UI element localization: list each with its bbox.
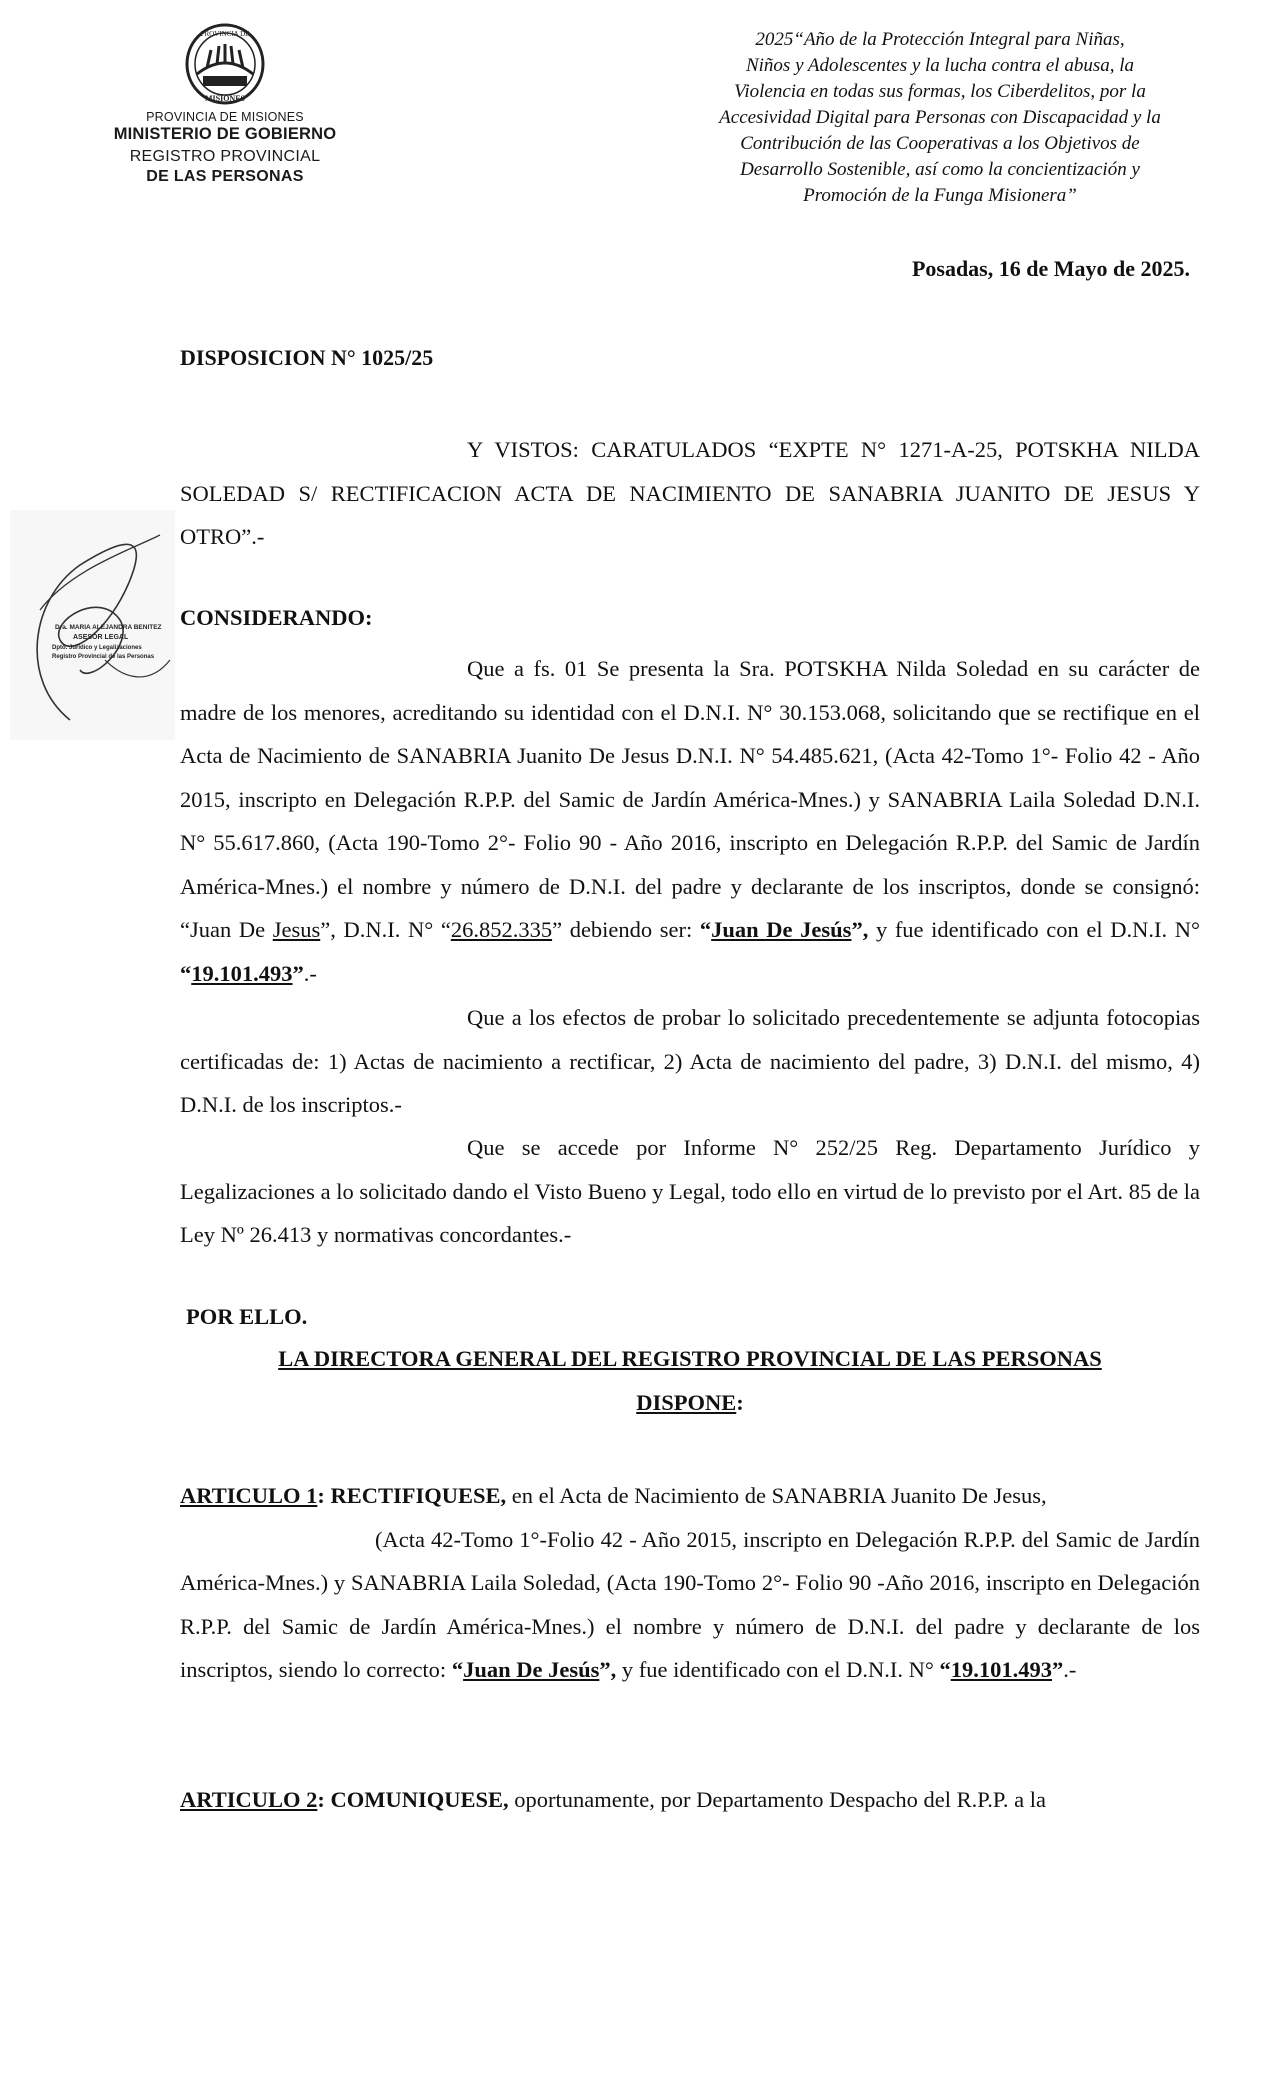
p1-text-b: ”, D.N.I. N° “ xyxy=(320,917,451,942)
p1-text-d: y fue identificado con el D.N.I. N° xyxy=(868,917,1200,942)
motto-line: Promoción de la Funga Misionera” xyxy=(803,185,1077,206)
p3-text: Que se accede por Informe N° 252/25 Reg. Departamento Jurídico y Legalizaciones a lo solicitado dando el Visto Bueno y Legal, todo ello en virtud de lo previsto por el Art. 85 de la Ley Nº 26.413 y normativas concordantes.- xyxy=(180,1135,1200,1247)
articulo-2-label: ARTICULO 2 xyxy=(180,1787,318,1812)
ministry-logo xyxy=(105,22,345,202)
place-and-date: Posadas, 16 de Mayo de 2025. xyxy=(911,256,1190,281)
articulo-1: ARTICULO 1: RECTIFIQUESE, en el Acta de Nacimiento de SANABRIA Juanito De Jesus, (Acta 42-Tomo 1°-Folio 42 - Año 2015, inscripto en Delegación R.P.P. del Samic de Jardín América-Mnes.) y SANABRIA Laila Soledad, (Acta 190-Tomo 2°- Folio 90 -Año 2016, inscripto en Delegación R.P.P. del Samic de Jardín América-Mnes.) el nombre y número de D.N.I. del padre y declarante de los inscriptos, siendo lo correcto: “Juan De Jesús”, y fue identificado con el D.N.I. N° “19.101.493”.- xyxy=(180,1483,1200,1682)
signature-stamp xyxy=(10,510,175,740)
articulo-1-text-b: y fue identificado con el D.N.I. N° xyxy=(616,1657,940,1682)
articulo-2: ARTICULO 2: COMUNIQUESE, oportunamente, por Departamento Despacho del R.P.P. a la xyxy=(180,1787,1047,1812)
p1-text-a: Que a fs. 01 Se presenta la Sra. POTSKHA Nilda Soledad en su carácter de madre de los menores, acreditando su identidad con el D.N.I. N° 30.153.068, solicitando que se rectifique en el Acta de Nacimiento de SANABRIA Juanito De Jesus D.N.I. N° 54.485.621, (Acta 42-Tomo 1°- Folio 42 - Año 2015, inscripto en Delegación R.P.P. del Samic de Jardín América-Mnes.) y SANABRIA Laila Soledad D.N.I. N° 55.617.860, (Acta 190-Tomo 2°- Folio 90 - Año 2016, inscripto en Delegación R.P.P. del Samic de Jardín América-Mnes.) el nombre y número de D.N.I. del padre y declarante de los inscriptos, donde se consignó: “Juan De xyxy=(180,656,1200,942)
p1-text-c: ” debiendo ser: xyxy=(552,917,700,942)
vistos-text: Y VISTOS: CARATULADOS “EXPTE N° 1271-A-25, POTSKHA NILDA SOLEDAD S/ RECTIFICACION ACTA DE NACIMIENTO DE SANABRIA JUANITO DE JESUS Y OTRO”.- xyxy=(180,437,1200,549)
motto-line: Violencia en todas sus formas, los Ciberdelitos, por la xyxy=(734,81,1146,102)
dispone-heading: DISPONE: xyxy=(636,1390,744,1415)
p1-correct-dni: “19.101.493” xyxy=(180,960,304,986)
considerando-paragraph-1 xyxy=(180,647,1200,995)
p1-correct-name: “Juan De Jesús”, xyxy=(699,917,869,942)
p2-text: Que a los efectos de probar lo solicitado precedentemente se adjunta fotocopias certificadas de: 1) Actas de nacimiento a rectificar, 2) Acta de nacimiento del padre, 3) D.N.I. del mismo, 4) D.N.I. de los inscriptos.- xyxy=(180,1005,1200,1117)
vistos-paragraph xyxy=(180,428,1200,559)
motto-line: Desarrollo Sostenible, así como la concientización y xyxy=(740,159,1140,180)
stamp-line-3: Dpto. Jurídico y Legalizaciones xyxy=(52,645,142,651)
logo-registry-line-1: REGISTRO PROVINCIAL xyxy=(129,148,321,165)
logo-province-line: PROVINCIA DE MISIONES xyxy=(146,110,304,124)
logo-registry-line-2: DE LAS PERSONAS xyxy=(146,168,304,185)
considerando-heading: CONSIDERANDO: xyxy=(180,605,373,630)
disposition-title: DISPOSICION N° 1025/25 xyxy=(180,345,434,370)
por-ello-heading: POR ELLO. xyxy=(186,1304,308,1329)
motto-line: Accesividad Digital para Personas con Discapacidad y la xyxy=(719,107,1161,128)
motto-line: Contribución de las Cooperativas a los Objetivos de xyxy=(740,133,1140,154)
articulo-1-correct-name: “Juan De Jesús”, xyxy=(451,1657,617,1682)
motto-line: Niños y Adolescentes y la lucha contra el abusa, la xyxy=(745,55,1135,76)
p1-underlined-dni: 26.852.335 xyxy=(450,917,553,942)
stamp-line-1: Dra. MARIA ALEJANDRA BENITEZ xyxy=(55,624,162,631)
articulo-1-verb: RECTIFIQUESE, xyxy=(330,1483,507,1508)
articulo-1-correct-dni: “19.101.493” xyxy=(939,1657,1064,1682)
considerando-paragraph-2 xyxy=(180,996,1200,1127)
considerando-paragraph-3 xyxy=(180,1126,1200,1257)
motto-line: 2025“Año de la Protección Integral para Niñas, xyxy=(755,29,1125,50)
logo-ministry-line: MINISTERIO DE GOBIERNO xyxy=(113,125,337,143)
year-motto xyxy=(660,27,1220,209)
provincial-seal-icon xyxy=(177,22,273,106)
articulo-2-verb: COMUNIQUESE, xyxy=(330,1787,509,1812)
p1-underlined-name: Jesus xyxy=(272,917,321,942)
p1-text-e: .- xyxy=(303,960,317,986)
directora-heading: LA DIRECTORA GENERAL DEL REGISTRO PROVINCIAL DE LAS PERSONAS xyxy=(278,1346,1102,1371)
articulo-2-text: oportunamente, por Departamento Despacho del R.P.P. a la xyxy=(508,1787,1047,1812)
stamp-line-4: Registro Provincial de las Personas xyxy=(52,654,155,660)
articulo-1-label: ARTICULO 1 xyxy=(180,1483,318,1508)
seal-text-bottom: MISIONES xyxy=(204,94,246,103)
articulo-1-text-a: (Acta 42-Tomo 1°-Folio 42 - Año 2015, inscripto en Delegación R.P.P. del Samic de Jardín América-Mnes.) y SANABRIA Laila Soledad, (Acta 190-Tomo 2°- Folio 90 -Año 2016, inscripto en Delegación R.P.P. del Samic de Jardín América-Mnes.) el nombre y número de D.N.I. del padre y declarante de los inscriptos, siendo lo correcto: xyxy=(180,1526,1200,1682)
seal-text-top: PROVINCIA DE xyxy=(200,30,250,38)
stamp-line-2: ASESOR LEGAL xyxy=(73,634,129,641)
